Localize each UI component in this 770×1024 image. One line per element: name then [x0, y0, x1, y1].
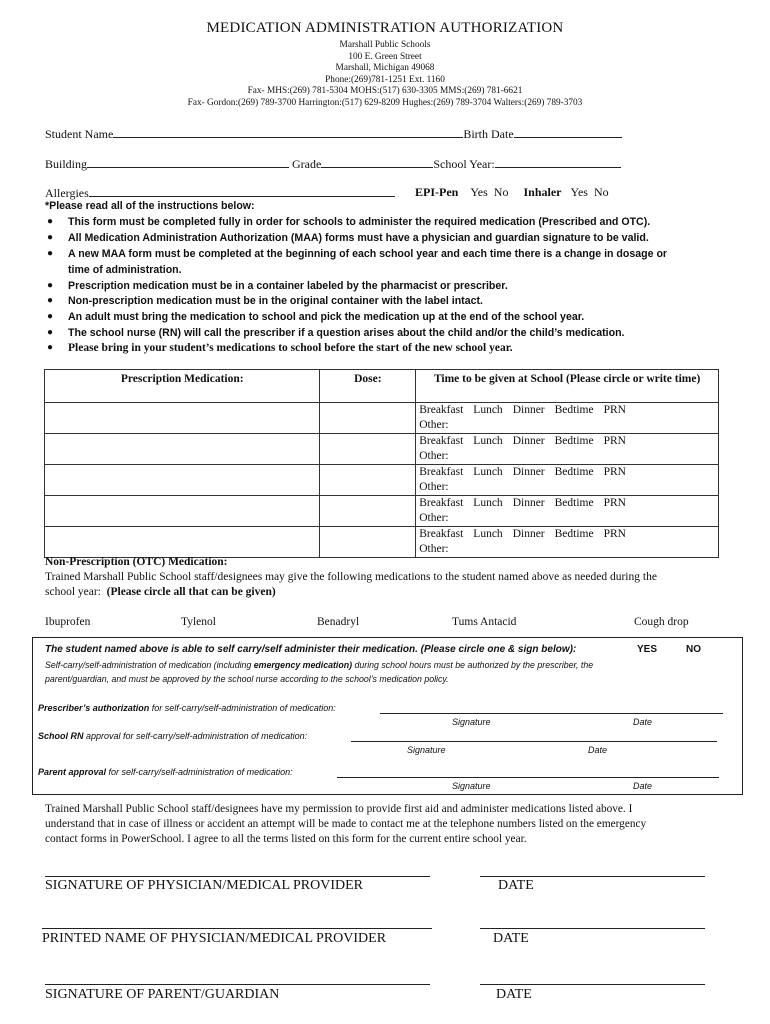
parent-date-caption: Date — [633, 781, 653, 791]
inhaler-label: Inhaler — [523, 185, 562, 199]
table-header-row — [45, 370, 719, 403]
allergies-label: Allergies — [45, 186, 89, 200]
form-title: MEDICATION ADMINISTRATION AUTHORIZATION — [206, 20, 564, 36]
table-row — [45, 496, 719, 527]
physician-signature-label: SIGNATURE OF PHYSICIAN/MEDICAL PROVIDER — [45, 878, 364, 893]
grade-input[interactable] — [321, 156, 433, 168]
epi-pen-label: EPI-Pen — [415, 185, 459, 199]
instruction-item: ● Prescription medication must be in a container labeled by the pharmacist or prescriber. — [47, 280, 508, 292]
time-cell[interactable]: Breakfast Lunch Dinner Bedtime PRN Other: — [416, 496, 719, 527]
epi-pen-yes-no[interactable]: Yes No — [470, 185, 509, 199]
building-label: Building — [45, 157, 88, 171]
consent-line-1: Trained Marshall Public School staff/designees have my permission to provide first aid and administer medications listed above. I — [45, 803, 633, 815]
inhaler-yes-no[interactable]: Yes No — [570, 185, 609, 199]
nurse-approval-label: School RN approval for self-carry/self-administration of medication: — [38, 731, 308, 741]
otc-ibuprofen[interactable]: Ibuprofen — [45, 616, 91, 628]
table-row — [45, 403, 719, 434]
physician-printed-name-label: PRINTED NAME OF PHYSICIAN/MEDICAL PROVIDER — [42, 931, 387, 946]
physician-date-line[interactable] — [480, 876, 705, 877]
birth-date-input[interactable] — [514, 126, 622, 138]
parent-approval-label: Parent approval for self-carry/self-administration of medication: — [38, 767, 293, 777]
nurse-signature-line[interactable] — [351, 741, 717, 742]
time-cell[interactable]: Breakfast Lunch Dinner Bedtime PRN Other: — [416, 465, 719, 496]
table-row — [45, 465, 719, 496]
time-cell[interactable]: Breakfast Lunch Dinner Bedtime PRN Other: — [416, 403, 719, 434]
prescriber-signature-caption: Signature — [452, 717, 491, 727]
dose-cell[interactable] — [320, 527, 416, 558]
time-cell[interactable]: Breakfast Lunch Dinner Bedtime PRN Other: — [416, 434, 719, 465]
parent-date-line[interactable] — [480, 984, 705, 985]
epi-inhaler-row — [415, 185, 609, 200]
medication-cell[interactable] — [45, 465, 320, 496]
medication-cell[interactable] — [45, 527, 320, 558]
parent-signature-line[interactable] — [45, 984, 430, 985]
table-row — [45, 527, 719, 558]
instruction-item: ● Please bring in your student’s medications to school before the start of the new school year. — [47, 342, 513, 354]
instruction-item: ● The school nurse (RN) will call the prescriber if a question arises about the child and/or the child’s medication. — [47, 327, 625, 339]
dose-cell[interactable] — [320, 465, 416, 496]
allergies-input[interactable] — [89, 185, 395, 197]
self-carry-note-2: parent/guardian, and must be approved by the school nurse according to the school’s medication policy. — [45, 674, 449, 684]
otc-cough-drop[interactable]: Cough drop — [634, 616, 689, 628]
school-year-input[interactable] — [495, 156, 621, 168]
nurse-signature-caption: Signature — [407, 745, 446, 755]
instruction-item: ● This form must be completed fully in order for schools to administer the required medication (Prescribed and OTC). — [47, 216, 651, 228]
otc-tums[interactable]: Tums Antacid — [452, 616, 517, 628]
header-line-fax-1: Fax- MHS:(269) 781-5304 MOHS:(517) 630-3305 MMS:(269) 781-6621 — [247, 86, 523, 96]
building-row — [45, 156, 621, 172]
self-carry-no[interactable]: NO — [686, 644, 701, 655]
parent-signature-label: SIGNATURE OF PARENT/GUARDIAN — [45, 987, 280, 1002]
otc-heading: Non-Prescription (OTC) Medication: — [45, 556, 228, 568]
col-time: Time to be given at School (Please circle or write time) — [416, 370, 719, 403]
dose-cell[interactable] — [320, 403, 416, 434]
header-line-city: Marshall, Michigan 49068 — [335, 63, 435, 73]
instruction-item: ● Non-prescription medication must be in the original container with the label intact. — [47, 295, 483, 307]
medication-cell[interactable] — [45, 496, 320, 527]
instruction-item: ● All Medication Administration Authorization (MAA) forms must have a physician and guardian signature to be valid. — [47, 232, 649, 244]
prescriber-signature-line[interactable] — [380, 713, 723, 714]
self-carry-note: Self-carry/self-administration of medication (including emergency medication) during school hours must be authorized by the prescriber, the — [45, 660, 594, 670]
physician-name-date-line[interactable] — [480, 928, 705, 929]
prescription-table — [44, 369, 719, 558]
consent-line-3: contact forms in PowerSchool. I agree to all the terms listed on this form for the current entire school year. — [45, 833, 527, 845]
otc-text-2: school year: (Please circle all that can be given) — [45, 586, 276, 598]
parent-date-label: DATE — [496, 987, 532, 1002]
physician-name-date-label: DATE — [493, 931, 529, 946]
parent-signature-caption: Signature — [452, 781, 491, 791]
prescriber-date-caption: Date — [633, 717, 653, 727]
instruction-item: ● An adult must bring the medication to school and pick the medication up at the end of the school year. — [47, 311, 585, 323]
col-dose: Dose: — [320, 370, 416, 403]
student-name-input[interactable] — [113, 126, 463, 138]
parent-approval-signature-line[interactable] — [337, 777, 719, 778]
otc-tylenol[interactable]: Tylenol — [181, 616, 216, 628]
dose-cell[interactable] — [320, 434, 416, 465]
birth-date-label: Birth Date — [463, 127, 514, 141]
consent-line-2: understand that in case of illness or accident an attempt will be made to contact me at the telephone numbers listed on the emergency — [45, 818, 647, 830]
allergies-row — [45, 185, 395, 201]
header-line-fax-2: Fax- Gordon:(269) 789-3700 Harrington:(517) 629-8209 Hughes:(269) 789-3704 Walters:(269) 789-3703 — [187, 98, 583, 108]
physician-name-line[interactable] — [42, 928, 432, 929]
header-line-street: 100 E. Green Street — [348, 52, 422, 62]
time-cell[interactable]: Breakfast Lunch Dinner Bedtime PRN Other: — [416, 527, 719, 558]
self-carry-statement: The student named above is able to self carry/self administer their medication. (Please circle one & sign below): — [45, 644, 577, 655]
building-input[interactable] — [87, 156, 289, 168]
table-row — [45, 434, 719, 465]
medication-cell[interactable] — [45, 403, 320, 434]
grade-label: Grade — [292, 157, 322, 171]
student-name-label: Student Name — [45, 127, 114, 141]
physician-signature-line[interactable] — [45, 876, 430, 877]
prescriber-authorization-label: Prescriber’s authorization for self-carry/self-administration of medication: — [38, 703, 336, 713]
dose-cell[interactable] — [320, 496, 416, 527]
nurse-date-caption: Date — [588, 745, 608, 755]
school-year-label: School Year: — [433, 157, 495, 171]
medication-cell[interactable] — [45, 434, 320, 465]
self-carry-yes[interactable]: YES — [637, 644, 658, 655]
otc-text: Trained Marshall Public School staff/designees may give the following medications to the student named above as needed during the — [45, 571, 657, 583]
physician-date-label: DATE — [498, 878, 534, 893]
instructions-heading: *Please read all of the instructions below: — [45, 200, 255, 212]
header-line-phone: Phone:(269)781-1251 Ext. 1160 — [325, 75, 445, 85]
otc-benadryl[interactable]: Benadryl — [317, 616, 360, 628]
otc-circle-instruction: (Please circle all that can be given) — [106, 586, 276, 598]
student-name-row — [45, 126, 622, 142]
col-prescription-medication: Prescription Medication: — [45, 370, 320, 403]
instruction-item-continuation: time of administration. — [68, 264, 182, 276]
header-line-school: Marshall Public Schools — [339, 40, 431, 50]
instruction-item: ● A new MAA form must be completed at the beginning of each school year and each time there is a change in dosage or — [47, 248, 668, 260]
